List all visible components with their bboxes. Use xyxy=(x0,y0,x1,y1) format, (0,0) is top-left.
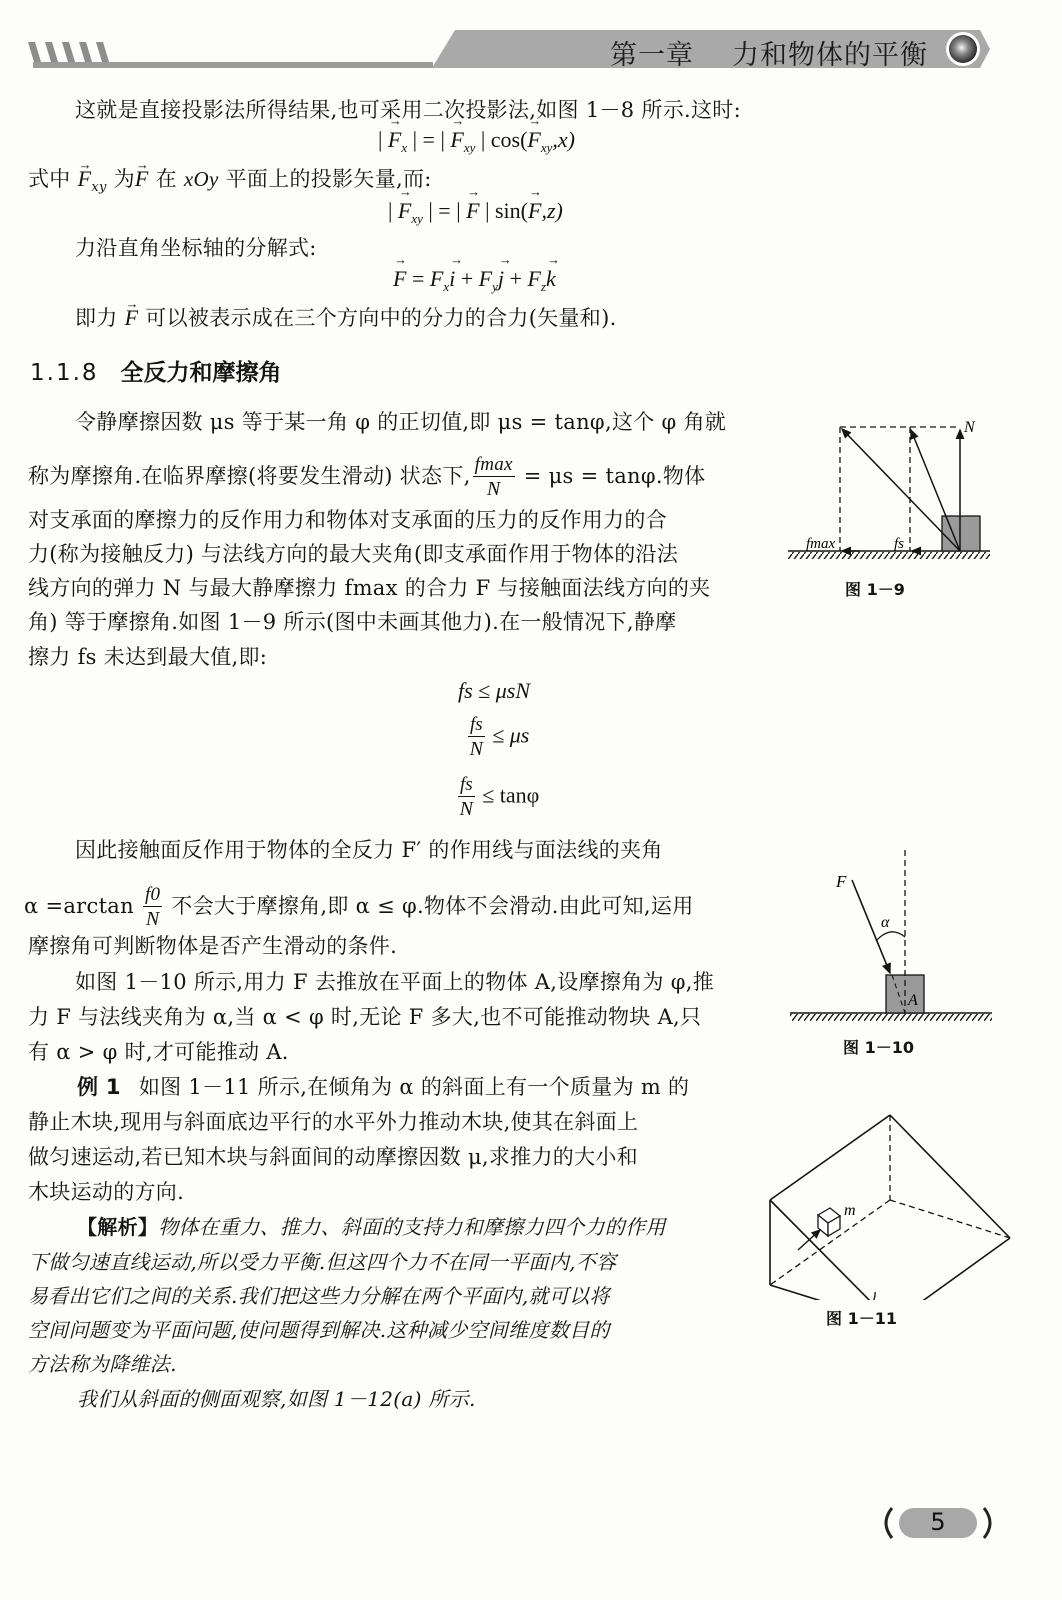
figure-1-11-caption: 图 1－11 xyxy=(826,1309,897,1328)
solution-line: 易看出它们之间的关系.我们把这些力分解在两个平面内,就可以将 xyxy=(28,1284,610,1308)
body-line: 线方向的弹力 N 与最大静摩擦力 fmax 的合力 F 与接触面法线方向的夹 xyxy=(28,576,711,600)
paragraph-resultant: 即力 → F 可以被表示成在三个方向中的分力的合力(矢量和). xyxy=(75,304,617,332)
section-heading xyxy=(30,354,282,387)
paragraph-decomposition-intro: 力沿直角坐标轴的分解式: xyxy=(75,236,317,260)
body-line: 因此接触面反作用于物体的全反力 F′ 的作用线与面法线的夹角 xyxy=(75,838,663,862)
figure-1-9-diagram xyxy=(780,410,1020,570)
example-label: 例 1 xyxy=(77,1075,121,1099)
body-line: 有 α > φ 时,才可能推动 A. xyxy=(28,1040,289,1064)
inequality-tan-phi: $\frac{fs}{N}$ ≤ tanφ xyxy=(459,774,540,820)
example-line: 例 1 如图 1－11 所示,在倾角为 α 的斜面上有一个质量为 m 的 xyxy=(77,1075,690,1099)
section-title: 全反力和摩擦角 xyxy=(120,360,282,386)
header-stripes-decoration xyxy=(28,42,109,62)
equation-fx: | → $F_x$ | = | → $F_{xy}$ | $\cos(\to F_{xy},x)$ xyxy=(378,127,575,156)
chapter-number: 第一章 xyxy=(610,40,694,71)
example-line: 静止木块,现用与斜面底边平行的水平外力推动木块,使其在斜面上 xyxy=(28,1110,639,1134)
example-line: 木块运动的方向. xyxy=(28,1180,185,1204)
paragraph-projection: 这就是直接投影法所得结果,也可采用二次投影法,如图 1－8 所示.这时: xyxy=(75,98,741,122)
inequality-fs-mu-n: fs ≤ μsN xyxy=(458,678,531,703)
label-a: A xyxy=(908,992,918,1009)
label-f: F xyxy=(836,872,847,891)
solution-line: 空间问题变为平面问题,使问题得到解决.这种减少空间维度数目的 xyxy=(28,1318,610,1342)
paragraph-fxy-definition: 式中 → $F_{xy}$ 为→ F 在 xOy 平面上的投影矢量,而: xyxy=(28,165,432,202)
equation-decomposition: → $F = F_x\to i + F_y\to j + F_z\to k$ xyxy=(393,266,556,295)
label-fs: fs xyxy=(894,536,905,552)
figure-1-11-diagram xyxy=(740,1080,1040,1300)
solution-line: 我们从斜面的侧面观察,如图 1－12(a) 所示. xyxy=(77,1387,476,1411)
body-line: 角) 等于摩擦角.如图 1－9 所示(图中未画其他力).在一般情况下,静摩 xyxy=(28,610,677,634)
body-line: 力(称为接触反力) 与法线方向的最大夹角(即支承面作用于物体的沿法 xyxy=(28,542,679,566)
example-line: 做匀速运动,若已知木块与斜面间的动摩擦因数 μ,求推力的大小和 xyxy=(28,1145,638,1169)
section-number: 1.1.8 xyxy=(30,360,99,386)
label-alpha: α xyxy=(881,914,890,931)
chapter-title xyxy=(610,33,928,72)
solution-line: 下做匀速直线运动,所以受力平衡.但这四个力不在同一平面内,不容 xyxy=(28,1250,617,1274)
body-line: 如图 1－10 所示,用力 F 去推放在平面上的物体 A,设摩擦角为 φ,推 xyxy=(75,970,714,994)
figure-1-10-diagram xyxy=(780,845,1020,1025)
solution-label: 【解析】 xyxy=(77,1215,159,1239)
chapter-name: 力和物体的平衡 xyxy=(732,40,928,71)
body-line: 令静摩擦因数 μs 等于某一角 φ 的正切值,即 μs = tanφ,这个 φ 角就 xyxy=(75,410,727,434)
equation-fxy: | → $F_{xy}$ | = | → F | sin(→ F,z) xyxy=(388,198,563,227)
label-m: m xyxy=(844,1202,856,1219)
figure-1-10-caption: 图 1－10 xyxy=(843,1038,914,1057)
body-line: 称为摩擦角.在临界摩擦(将要发生滑动) 状态下, $\frac{fmax}{N}$ = μs = tanφ.物体 xyxy=(28,454,706,500)
block-m-icon xyxy=(818,1208,840,1236)
solution-line: 方法称为降维法. xyxy=(28,1352,177,1376)
header-ball-icon xyxy=(949,35,977,63)
page-number-badge xyxy=(882,1505,994,1541)
body-line: 擦力 fs 未达到最大值,即: xyxy=(28,645,268,669)
solution-line: 【解析】物体在重力、推力、斜面的支持力和摩擦力四个力的作用 xyxy=(77,1215,666,1239)
page-number: 5 xyxy=(930,1508,946,1536)
body-line: α =arctan $\frac{f0}{N}$ 不会大于摩擦角,即 α ≤ φ.物体不会滑动.由此可知,运用 xyxy=(24,884,694,930)
body-line: 力 F 与法线夹角为 α,当 α < φ 时,无论 F 多大,也不可能推动物块 A,只 xyxy=(28,1005,702,1029)
inequality-fs-over-n: $\frac{fs}{N}$ ≤ μs xyxy=(469,714,530,760)
label-n: N xyxy=(964,419,975,436)
body-line: 摩擦角可判断物体是否产生滑动的条件. xyxy=(28,934,398,958)
figure-1-9-caption: 图 1－9 xyxy=(845,580,905,599)
body-line: 对支承面的摩擦力的反作用力和物体对支承面的压力的反作用力的合 xyxy=(28,508,667,532)
label-fmax: fmax xyxy=(806,536,836,552)
